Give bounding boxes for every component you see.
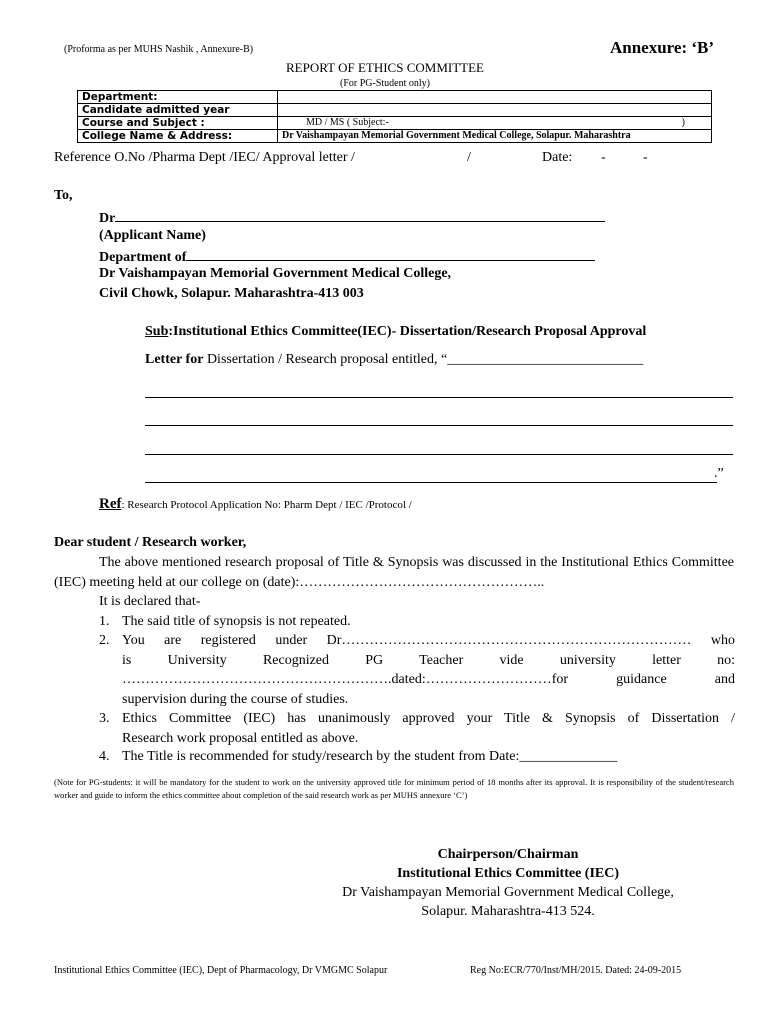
subject-text: :Institutional Ethics Committee(IEC)- Dissertation/Research Proposal Approval — [168, 324, 647, 339]
applicant-name-blank[interactable] — [115, 208, 605, 222]
course-close-paren: ) — [681, 117, 685, 128]
item-number: 3. — [99, 711, 110, 726]
item-text: The Title is recommended for study/research by the student from Date:______________ — [122, 749, 618, 764]
letter-for-text: Dissertation / Research proposal entitled, “____________________________ — [203, 352, 644, 367]
declaration-item — [99, 631, 735, 709]
info-table — [77, 90, 712, 143]
course-field[interactable] — [278, 117, 712, 130]
reference-text: Reference O.No /Pharma Dept /IEC/ Approval letter / — [54, 150, 355, 165]
course-row — [78, 117, 712, 130]
reference-date-dash: - — [643, 150, 648, 165]
college-label: College Name & Address: — [78, 130, 278, 143]
title-end-quote: .” — [714, 466, 724, 481]
item-text-line: is University Recognized PG Teacher vide university letter no: — [122, 652, 735, 668]
title-blank-line[interactable] — [145, 482, 717, 483]
ref-line — [99, 496, 412, 513]
subject-line — [145, 324, 646, 340]
footer-left: Institutional Ethics Committee (IEC), Dept of Pharmacology, Dr VMGMC Solapur — [54, 965, 388, 976]
college-row — [78, 130, 712, 143]
department-row — [78, 91, 712, 104]
signature-committee: Institutional Ethics Committee (IEC) — [396, 866, 620, 881]
candidate-year-label: Candidate admitted year — [78, 104, 278, 117]
item-text-line: supervision during the course of studies. — [122, 691, 349, 707]
signature-college: Dr Vaishampayan Memorial Government Medical College, — [342, 885, 674, 900]
department-of-line — [99, 247, 595, 266]
signature-role: Chairperson/Chairman — [437, 847, 579, 862]
letter-for-key: Letter for — [145, 352, 204, 367]
department-field[interactable] — [278, 91, 712, 104]
reference-date-dash: - — [601, 150, 606, 165]
item-text-line: Ethics Committee (IEC) has unanimously approved your Title & Synopsis of Dissertation / — [122, 711, 735, 726]
ref-text: : Research Protocol Application No: Pharm Dept / IEC /Protocol / — [121, 499, 412, 511]
applicant-dr-line — [99, 208, 605, 227]
college-value: Dr Vaishampayan Memorial Government Medical College, Solapur. Maharashtra — [278, 130, 712, 143]
title-blank-line[interactable] — [145, 454, 733, 455]
declaration-item — [99, 709, 735, 748]
title-blank-line[interactable] — [145, 425, 733, 426]
report-subtitle: (For PG-Student only) — [340, 78, 430, 89]
candidate-row — [78, 104, 712, 117]
department-of-label: Department of — [99, 250, 187, 265]
item-number: 2. — [99, 633, 110, 648]
item-text-line: ………………………………………………….dated:………………………for guidance and — [122, 672, 735, 687]
city-address: Civil Chowk, Solapur. Maharashtra-413 003 — [99, 286, 364, 301]
item-text: The said title of synopsis is not repeated. — [122, 614, 351, 629]
title-blank-line[interactable] — [145, 397, 733, 398]
reference-slash: / — [467, 150, 471, 165]
candidate-year-field[interactable] — [278, 104, 712, 117]
salutation: Dear student / Research worker, — [54, 535, 247, 550]
signature-city: Solapur. Maharashtra-413 524. — [421, 904, 595, 919]
subject-key: Sub — [145, 324, 169, 339]
department-of-blank[interactable] — [186, 247, 595, 261]
item-text-line: Research work proposal entitled as above. — [122, 730, 359, 746]
item-text-line: You are registered under Dr………………………………………………………………… who — [122, 633, 735, 648]
declared-label: It is declared that- — [99, 594, 201, 609]
reference-date-label: Date: — [542, 150, 573, 165]
course-label: Course and Subject : — [78, 117, 278, 130]
pg-student-note: (Note for PG-students: it will be mandatory for the student to work on the university approved title for minimum period of 18 months after its approval. It is responsibility of the student/research worker and guide to inform the ethics committee about completion of the said research work as per MUHS annexure ‘C’) — [54, 777, 734, 800]
department-label: Department: — [78, 91, 278, 104]
declaration-item — [99, 747, 735, 767]
to-label: To, — [54, 188, 73, 203]
body-paragraph-text: The above mentioned research proposal of Title & Synopsis was discussed in the Institutional Ethics Committee (IEC) meeting held at our college on (date):…………………………………………….. — [54, 555, 734, 590]
body-paragraph — [54, 553, 734, 592]
declaration-item — [99, 612, 735, 632]
course-value: MD / MS ( Subject:- — [306, 117, 389, 128]
annexure-label: Annexure: ‘B’ — [610, 38, 715, 57]
item-number: 1. — [99, 614, 110, 629]
ref-key: Ref — [99, 496, 122, 512]
proforma-note: (Proforma as per MUHS Nashik , Annexure-B) — [64, 44, 254, 55]
college-address: Dr Vaishampayan Memorial Government Medical College, — [99, 266, 452, 281]
applicant-name-label: (Applicant Name) — [99, 228, 206, 243]
item-number: 4. — [99, 749, 110, 764]
report-title: REPORT OF ETHICS COMMITTEE — [286, 60, 484, 75]
footer-right: Reg No:ECR/770/Inst/MH/2015. Dated: 24-09-2015 — [470, 965, 682, 976]
dr-prefix: Dr — [99, 211, 116, 226]
letter-for-line — [145, 352, 643, 368]
